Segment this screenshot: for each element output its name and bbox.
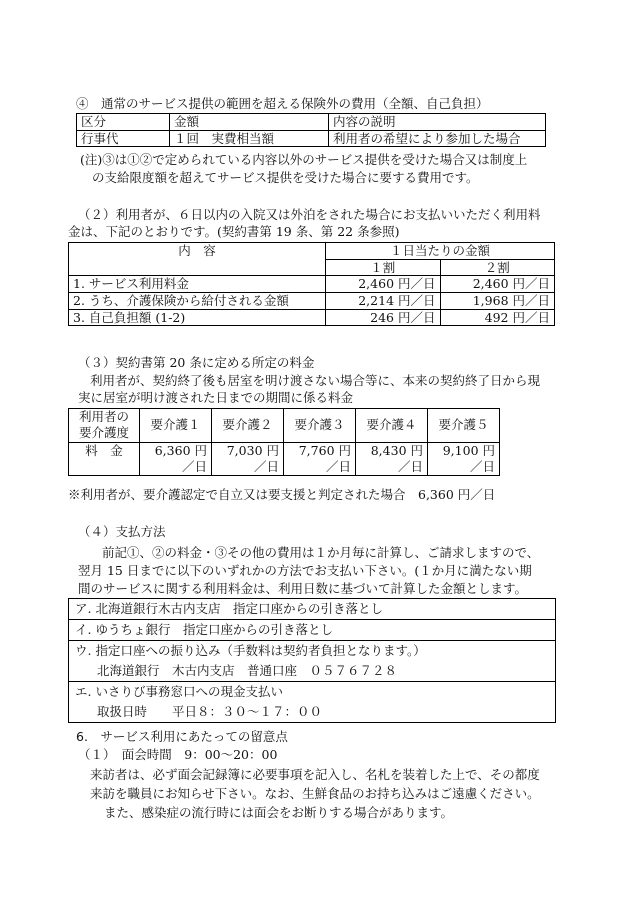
payment-para2: 翌月 15 日までに以下のいずれかの方法でお支払い下さい。(１か月に満たない期 xyxy=(78,563,532,578)
fee-level-2 xyxy=(212,442,284,476)
section3-para1: 利用者が、契約終了後も居室を明け渡さない場合等に、本来の契約終了日から現 xyxy=(90,373,541,388)
section3-para2: 実に居室が明け渡された日までの期間に係る料金 xyxy=(78,390,354,405)
header-20pct: ２割 xyxy=(440,259,555,276)
section6-heading: 6. サービス利用にあたっての留意点 xyxy=(76,729,288,744)
header-10pct: １割 xyxy=(326,259,441,276)
payment-option-e: エ. いさりび事務窓口への現金支払い xyxy=(69,681,555,702)
row-label: 3. 自己負担額 (1-2) xyxy=(69,309,326,326)
care-level-4: 要介護４ xyxy=(356,409,428,443)
fee-amount: 9,100 円 xyxy=(442,442,495,458)
payment-para3: 間のサービスに関する利用料金は、利用日数に基づいて計算した金額とします。 xyxy=(78,581,528,596)
care-level-2: 要介護２ xyxy=(212,409,284,443)
care-level-header-line2: 要介護度 xyxy=(78,425,129,441)
fee-amount: 6,360 円 xyxy=(154,442,207,458)
fee-amount: 8,430 円 xyxy=(370,442,423,458)
row-value-2: 1,968 円／日 xyxy=(440,292,555,309)
table-row xyxy=(77,114,546,131)
row-label: 2. うち、介護保険から給付される金額 xyxy=(69,292,326,309)
section6-subheading: （１） 面会時間 9：00～20：00 xyxy=(78,747,278,762)
table-row xyxy=(69,276,555,293)
payment-option-u: ウ. 指定口座への振り込み（手数料は契約者負担となります。） xyxy=(69,640,555,661)
cell-description: 利用者の希望により参加した場合 xyxy=(329,130,546,147)
payment-title: （４）支払方法 xyxy=(78,524,166,539)
row-value-2: 492 円／日 xyxy=(440,309,555,326)
table-row xyxy=(69,442,500,476)
section6-para2: 来訪を職員にお知らせ下さい。なお、生鮮食品のお持ち込みはご遠慮ください。 xyxy=(90,786,540,801)
cell-category: 行事代 xyxy=(77,130,170,147)
table-row xyxy=(69,292,555,309)
fee-label: 料 金 xyxy=(69,442,140,476)
overstay-fee-table xyxy=(68,408,500,476)
care-level-5: 要介護５ xyxy=(428,409,500,443)
fee-unit: ／日 xyxy=(397,458,423,474)
fee-amount: 7,030 円 xyxy=(226,442,279,458)
section2-para2: 金は、下記のとおりです。(契約書第 19 条、第 22 条参照) xyxy=(68,224,400,239)
payment-options-box xyxy=(68,598,556,723)
fee-unit: ／日 xyxy=(325,458,351,474)
payment-option-u-detail: 北海道銀行 木古内支店 普通口座 ０５７６７２８ xyxy=(97,663,398,678)
fee-amount: 7,760 円 xyxy=(298,442,351,458)
header-content: 内 容 xyxy=(69,243,326,276)
row-value-1: 246 円／日 xyxy=(326,309,441,326)
fee-unit: ／日 xyxy=(253,458,279,474)
cell-amount: １回 実費相当額 xyxy=(170,130,329,147)
fee-level-4 xyxy=(356,442,428,476)
row-value-2: 2,460 円／日 xyxy=(440,276,555,293)
section3-note: ※利用者が、要介護認定で自立又は要支援と判定された場合 6,360 円／日 xyxy=(68,487,496,502)
care-level-1: 要介護１ xyxy=(140,409,212,443)
payment-option-a: ア. 北海道銀行木古内支店 指定口座からの引き落とし xyxy=(75,601,383,616)
row-label: 1. サービス利用料金 xyxy=(69,276,326,293)
header-amount: 金額 xyxy=(170,114,329,131)
fee-unit: ／日 xyxy=(469,458,495,474)
table-row xyxy=(69,409,500,443)
table-row xyxy=(69,309,555,326)
section6-para1: 来訪者は、必ず面会記録簿に必要事項を記入し、名札を装着した上で、その都度 xyxy=(90,767,540,782)
section3-title: （３）契約書第 20 条に定める所定の料金 xyxy=(78,355,315,370)
payment-option-i: イ. ゆうちょ銀行 指定口座からの引き落とし xyxy=(69,619,555,640)
payment-option-e-detail: 取扱日時 平日８：３０～１７：００ xyxy=(97,704,323,719)
fee-unit: ／日 xyxy=(181,458,207,474)
section4-heading: ④ 通常のサービス提供の範囲を超える保険外の費用（全額、自己負担） xyxy=(76,96,489,111)
note-line2: の支給限度額を超えてサービス提供を受けた場合に要する費用です。 xyxy=(92,170,479,185)
care-level-header xyxy=(69,409,140,443)
row-value-1: 2,460 円／日 xyxy=(326,276,441,293)
fee-level-5 xyxy=(428,442,500,476)
section2-para1: （２）利用者が、６日以内の入院又は外泊をされた場合にお支払いいただく利用料 xyxy=(78,207,541,222)
absence-fee-table xyxy=(68,242,555,326)
care-level-3: 要介護３ xyxy=(284,409,356,443)
section6-para3: また、感染症の流行時には面会をお断りする場合があります。 xyxy=(104,805,454,820)
header-category: 区分 xyxy=(77,114,170,131)
extra-fee-table xyxy=(76,113,546,147)
row-value-1: 2,214 円／日 xyxy=(326,292,441,309)
header-description: 内容の説明 xyxy=(329,114,546,131)
care-level-header-line1: 利用者の xyxy=(78,409,129,424)
payment-para1: 前記①、②の料金・③その他の費用は１か月毎に計算し、ご請求しますので、 xyxy=(102,545,540,560)
header-per-day: １日当たりの金額 xyxy=(326,243,555,260)
table-row xyxy=(69,243,555,260)
note-line1: (注)③は①②で定められている内容以外のサービス提供を受けた場合又は制度上 xyxy=(80,152,528,167)
fee-level-3 xyxy=(284,442,356,476)
fee-level-1 xyxy=(140,442,212,476)
table-row xyxy=(77,130,546,147)
